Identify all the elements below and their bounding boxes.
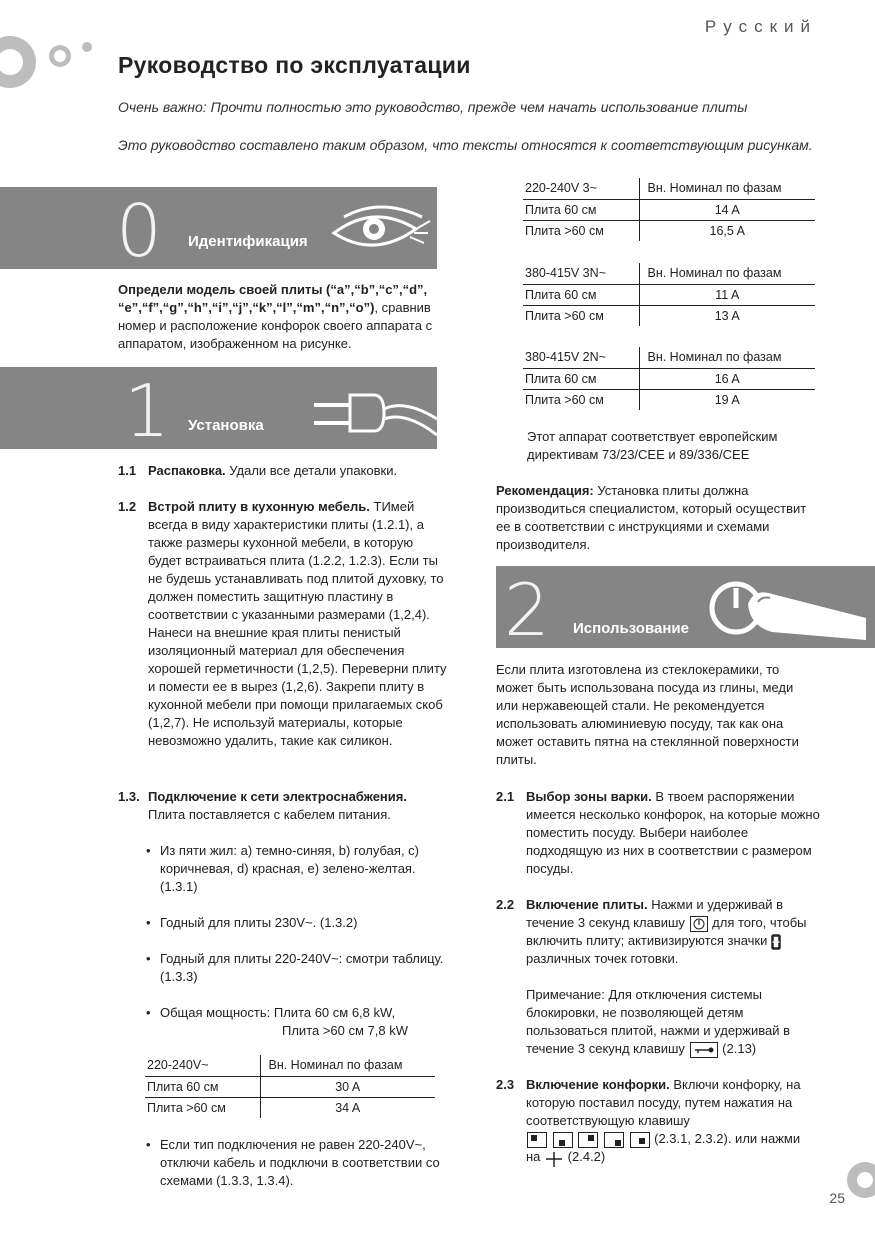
key-lock-icon — [690, 1042, 718, 1058]
table-cell: Плита >60 см — [525, 223, 604, 238]
child-lock-note-ref: (2.13) — [722, 1041, 757, 1056]
zone-key-bottom-right-icon — [604, 1132, 624, 1148]
section-0-text-rest: , сравнив номер и расположение конфорок своего аппарата с аппаратом, изображенном на рисунке. — [118, 300, 433, 351]
table-header-voltage: 220-240V~ — [145, 1055, 260, 1076]
item-2-2-number: 2.2 — [496, 897, 515, 912]
item-1-2 — [118, 498, 450, 750]
section-1-label: Установка — [188, 417, 264, 434]
table-cell: 14 A — [639, 199, 815, 220]
bullet-total-power — [160, 1004, 450, 1040]
section-0-label: Идентификация — [188, 233, 308, 250]
item-1-1-text: Удали все детали упаковки. — [225, 463, 398, 478]
table-header-rating: Вн. Номинал по фазам — [260, 1055, 435, 1076]
finger-press-icon — [706, 574, 871, 644]
table-header-rating: Вн. Номинал по фазам — [639, 347, 815, 368]
item-2-2-text-c: различных точек готовки. — [526, 951, 679, 966]
power-key-icon — [690, 916, 708, 932]
item-2-2-text-b: для того, чтобы включить плиту; активизируются значки — [526, 915, 807, 948]
plus-key-icon — [544, 1149, 564, 1167]
item-1-1-number: 1.1 — [118, 463, 137, 478]
section-0-text — [118, 281, 436, 353]
table-cell: 16,5 A — [639, 220, 815, 241]
language-label: Русский — [704, 17, 817, 36]
zone-key-bottom-left-icon — [553, 1132, 573, 1148]
power-table-220-240v — [145, 1055, 435, 1118]
recommendation — [496, 482, 816, 554]
section-2-number: 2 — [504, 568, 550, 652]
item-1-3-number: 1.3. — [118, 789, 140, 804]
table-header-rating: Вн. Номинал по фазам — [639, 263, 815, 284]
table-header-rating: Вн. Номинал по фазам — [639, 178, 815, 199]
item-1-2-title: Встрой плиту в кухонную мебель. — [148, 499, 370, 514]
power-table-380-415v-2n — [523, 347, 815, 410]
item-2-3-ref: (2.3.1, 2.3.2). или нажми — [654, 1131, 801, 1146]
section-2-label: Использование — [573, 620, 689, 637]
conformity-text: Этот аппарат соответствует европейским директивам 73/23/CEE и 89/336/CEE — [527, 429, 778, 462]
item-2-3-number: 2.3 — [496, 1077, 515, 1092]
item-2-3-text: Включи конфорку, на которую поставил посуду, путем нажатия на соответствующую клавишу — [526, 1077, 801, 1128]
plug-icon — [310, 379, 437, 445]
item-2-1-text: В твоем распоряжении имеется несколько конфорок, на которые можно поместить посуду. Выбери наиболее подходящую из них в соответствии с размером посуды. — [526, 789, 820, 876]
item-2-1-number: 2.1 — [496, 789, 515, 804]
child-lock-note-text: Примечание: Для отключения системы блокировки, не позволяющей детям пользоваться плитой, нажми и удерживай в течение 3 секунд клавишу — [526, 987, 791, 1056]
table-header-voltage: 380-415V 3N~ — [523, 263, 639, 284]
page-number: 25 — [829, 1190, 845, 1206]
item-1-3-title: Подключение к сети электроснабжения. — [148, 789, 407, 804]
table-header-voltage: 220-240V 3~ — [523, 178, 639, 199]
brand-logo-circles — [0, 20, 100, 100]
intro-structure: Это руководство составлено таким образом, что тексты относятся к соответствующим рисункам. — [118, 137, 813, 153]
table-cell: Плита >60 см — [525, 392, 604, 407]
total-power-line1: Общая мощность: Плита 60 см 6,8 kW, — [160, 1005, 396, 1020]
item-2-3-ref2: (2.4.2) — [567, 1149, 606, 1164]
table-cell: 16 A — [639, 368, 815, 389]
section-0-banner — [0, 187, 437, 273]
section-2-banner — [496, 566, 875, 652]
power-table-220-240v-3 — [523, 178, 815, 241]
item-2-3-na: на — [526, 1149, 541, 1164]
recommendation-title: Рекомендация: — [496, 483, 594, 498]
item-2-1-title: Выбор зоны варки. — [526, 789, 652, 804]
intro-important: Очень важно: Прочти полностью это руководство, прежде чем начать использование плиты — [118, 99, 748, 115]
item-1-3 — [118, 788, 438, 824]
table-cell: Плита 60 см — [145, 1076, 260, 1097]
section-1-banner — [0, 367, 437, 453]
table-cell: 30 A — [260, 1076, 435, 1097]
bullet-connection-type: • Если тип подключения не равен 220-240V~, отключи кабель и подключи в соответствии со схемами (1.3.3, 1.3.4). — [160, 1136, 445, 1190]
item-2-3-title: Включение конфорки. — [526, 1077, 670, 1092]
item-1-3-text: Плита поставляется с кабелем питания. — [148, 807, 391, 822]
zone-key-center-icon — [630, 1132, 650, 1148]
table-cell: Плита 60 см — [523, 368, 639, 389]
table-cell: Плита 60 см — [523, 199, 639, 220]
bullet-230v: • Годный для плиты 230V~. (1.3.2) — [160, 914, 440, 932]
table-cell: 19 A — [639, 389, 815, 410]
table-cell: Плита >60 см — [147, 1100, 226, 1115]
item-2-1 — [496, 788, 826, 878]
item-2-3 — [496, 1076, 816, 1167]
table-cell: 13 A — [639, 305, 815, 326]
zone-key-top-left-icon — [527, 1132, 547, 1148]
page-title: Руководство по эксплуатации — [118, 52, 471, 78]
section-1-number: 1 — [124, 369, 170, 453]
bullet-wires: • Из пяти жил: a) темно-синяя, b) голубая, c) коричневая, d) красная, e) зелено-желтая. (1.3.1) — [160, 842, 440, 896]
item-1-1-title: Распаковка. — [148, 463, 226, 478]
bullet-220-240v: • Годный для плиты 220-240V~: смотри таблицу. (1.3.3) — [160, 950, 450, 986]
table-cell: Плита 60 см — [523, 284, 639, 305]
eye-icon — [330, 199, 434, 261]
item-2-2-title: Включение плиты. — [526, 897, 648, 912]
child-lock-note — [526, 986, 816, 1058]
item-1-2-number: 1.2 — [118, 499, 137, 514]
table-cell: 34 A — [260, 1097, 435, 1118]
recommendation-text: Установка плиты должна производиться специалистом, который осуществит ее в соответствии с инструкциями и схемами производителя. — [496, 483, 807, 552]
item-2-2-text-a: Нажми и удерживай в течение 3 секунд клавишу — [526, 897, 784, 930]
table-header-voltage: 380-415V 2N~ — [523, 347, 639, 368]
item-1-2-text: ТИмей всегда в виду характеристики плиты (1.2.1), а также размеры кухонной мебели, в которую будет встраиваться плита (1.2.2, 1.2.3). Если ты не будешь устанавливать под плитой духовку, то должен поместить защитную пластину в соответствии с указанными размерами (1,2,4). Нанеси на внешние края плиты пенистый изоляционный материал для обеспечения хорошей герметичности (1,2,5). Переверни плиту и помести ее в вырез (1,2,6). Закрепи плиту в кухонной мебели при помощи прилагаемых скоб (1,2,7). Не используй материалы, которые невозможно удалить, такие как силикон. — [148, 499, 447, 748]
power-table-380-415v-3n — [523, 263, 815, 326]
item-1-1 — [118, 462, 438, 480]
section-0-text-bold: Определи модель своей плиты (“a”,“b”,“c”,“d”, “e”,“f”,“g”,“h”,“i”,“j”,“k”,“l”,“m”,“n”,“o”) — [118, 282, 428, 315]
table-cell: 11 A — [639, 284, 815, 305]
item-2-2 — [496, 896, 826, 968]
section-2-intro: Если плита изготовлена из стеклокерамики, то может быть использована посуда из глины, меди или нержавеющей стали. Не рекомендуется использовать алюминиевую посуду, так как она может оставить пятна на стеклянной поверхности плиты. — [496, 662, 799, 767]
zone-key-top-right-icon — [578, 1132, 598, 1148]
display-digit-icon — [771, 934, 781, 950]
total-power-line2: Плита >60 см 7,8 kW — [282, 1023, 409, 1038]
table-cell: Плита >60 см — [525, 308, 604, 323]
section-0-number: 0 — [116, 189, 162, 273]
